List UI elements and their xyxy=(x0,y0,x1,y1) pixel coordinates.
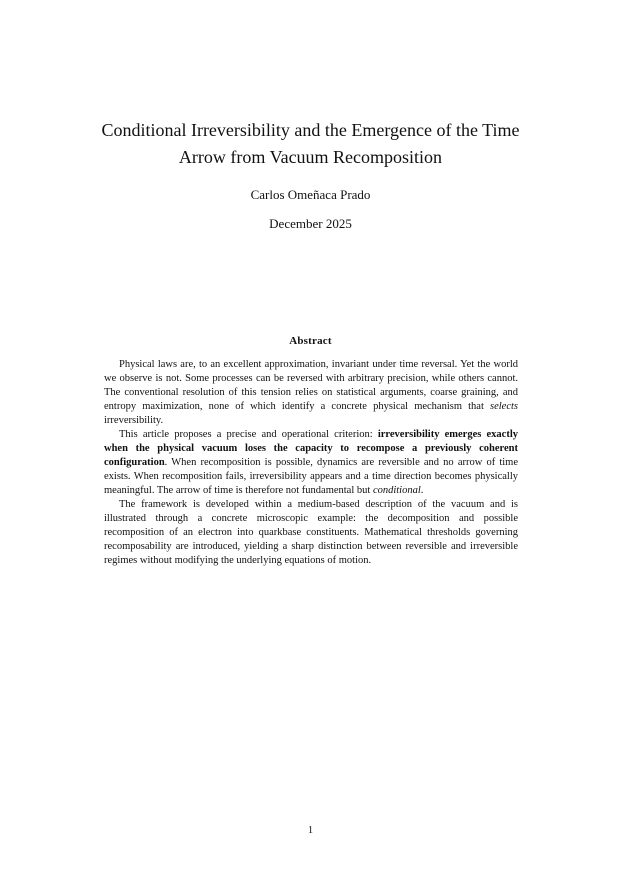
abstract-paragraph-2 xyxy=(104,428,518,498)
abstract-text-segment-italic: selects xyxy=(490,401,518,412)
paper-date: December 2025 xyxy=(269,216,352,231)
abstract-text-segment: irreversibility. xyxy=(104,415,164,426)
abstract-paragraph-1 xyxy=(104,358,518,428)
page-number: 1 xyxy=(307,825,314,836)
abstract-text-segment-italic: conditional xyxy=(372,485,421,496)
paper-title-text: Conditional Irreversibility and the Emergence of the Time Arrow from Vacuum Recomposition xyxy=(101,120,520,167)
abstract-paragraph-3 xyxy=(104,498,518,568)
paper-title xyxy=(0,117,621,171)
abstract-text-segment: The framework is developed within a medium-based description of the vacuum and is illustrated through a concrete microscopic example: the decomposition and possible recomposition of an electron into quarkbase constituents. Mathematical thresholds governing recomposability are introduced, yielding a sharp distinction between reversible and irreversible regimes without modifying the underlying equations of motion. xyxy=(104,499,518,566)
abstract-text-segment: . xyxy=(420,485,424,496)
abstract-text-segment: Physical laws are, to an excellent approximation, invariant under time reversal. Yet the world we observe is not. Some processes can be reversed with arbitrary precision, while others cannot. The conventional resolution of this tension relies on statistical arguments, coarse graining, and entropy maximization, none of which identify a concrete physical mechanism that xyxy=(104,359,518,412)
abstract-body xyxy=(104,358,518,568)
abstract-text-segment-bold: irreversibility emerges exactly when the physical vacuum loses the capacity to recompose a previously coherent configuration xyxy=(104,429,518,468)
abstract-text-segment: . When recomposition is possible, dynamics are reversible and no arrow of time exists. When recomposition fails, irreversibility appears and a time direction becomes physically meaningful. The arrow of time is therefore not fundamental but xyxy=(104,457,518,496)
paper-author: Carlos Omeñaca Prado xyxy=(250,187,371,202)
abstract-heading: Abstract xyxy=(289,335,332,347)
abstract-text-segment: This article proposes a precise and operational criterion: xyxy=(119,429,378,440)
